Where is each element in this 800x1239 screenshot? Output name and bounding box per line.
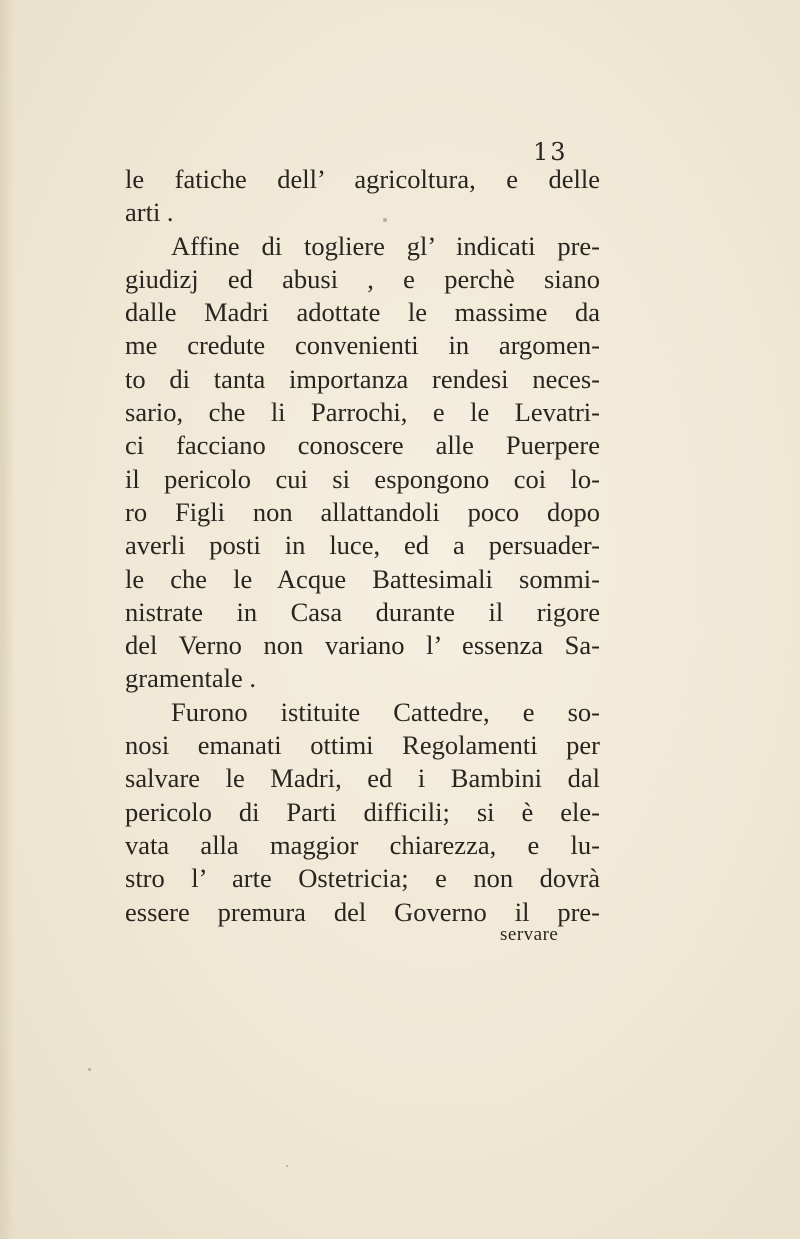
page-number: 13 — [533, 138, 568, 166]
text-line: giudizj ed abusi , e perchè siano — [125, 263, 600, 294]
text-line: ci facciano conoscere alle Puerpere — [125, 430, 600, 461]
text-line: essere premura del Governo il pre- — [125, 896, 600, 927]
text-line: nosi emanati ottimi Regolamenti per — [125, 730, 600, 761]
text-line: ro Figli non allattandoli poco dopo — [125, 496, 600, 527]
text-line: gramentale . — [125, 663, 256, 694]
text-line: le fatiche dell’ agricoltura, e delle — [125, 164, 600, 194]
text-line: nistrate in Casa durante il rigore — [125, 596, 600, 627]
text-line: Furono istituite Cattedre, e so- — [171, 696, 600, 727]
text-line: to di tanta importanza rendesi neces- — [125, 363, 600, 394]
text-line: salvare le Madri, ed i Bambini dal — [125, 763, 600, 794]
text-line: le che le Acque Battesimali sommi- — [125, 563, 600, 594]
text-line: me credute convenienti in argomen- — [125, 330, 600, 361]
paper-speck — [88, 1068, 91, 1071]
paper-speck — [383, 218, 387, 222]
text-line: vata alla maggior chiarezza, e lu- — [125, 829, 600, 860]
text-line: pericolo di Parti difficili; si è ele- — [125, 796, 600, 827]
text-line: sario, che li Parrochi, e le Levatri- — [125, 397, 600, 428]
page-edge-shadow — [0, 0, 14, 1239]
text-line: il pericolo cui si espongono coi lo- — [125, 463, 600, 494]
text-line: averli posti in luce, ed a persuader- — [125, 530, 600, 561]
catchword: servare — [500, 924, 559, 945]
body-text — [125, 163, 600, 929]
text-line: arti . — [125, 197, 174, 228]
text-line: Affine di togliere gl’ indicati pre- — [171, 230, 600, 261]
paper-speck — [286, 1165, 288, 1167]
text-line: dalle Madri adottate le massime da — [125, 297, 600, 328]
text-line: del Verno non variano l’ essenza Sa- — [125, 630, 600, 661]
text-line: stro l’ arte Ostetricia; e non dovrà — [125, 863, 600, 894]
